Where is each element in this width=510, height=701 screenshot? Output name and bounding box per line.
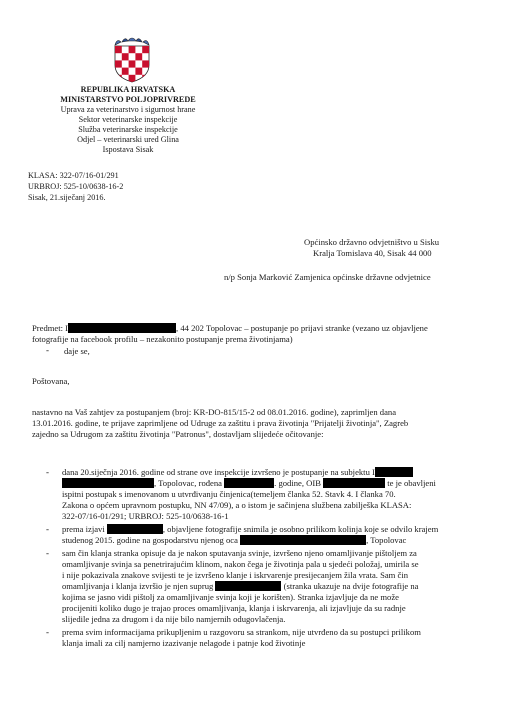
- subject-text: , 44 202 Topolovac – postupanje po prijavi stranke (vezano uz objavljene: [176, 323, 428, 333]
- bullet2-line-1: prema izjavi , objavljene fotografije snimila je osobno prilikom kolinja koje se odvilo krajem: [62, 524, 439, 534]
- redaction-block: [240, 535, 366, 545]
- header-sector: Sektor veterinarske inspekcije: [78, 115, 178, 124]
- bullet3-line-3: i nije pokazivala znakove svijesti te je izvršeno klanje i iskrvarenje presijecanjem žila vrata. Sam čin: [62, 570, 409, 580]
- header-department: Odjel – veterinarski ured Glina: [77, 135, 179, 144]
- bullet3-line-2: omamljivanje svinja sa penetrirajućim klinom, nakon čega je životinja pala u sjedeći položaj, umirila se: [62, 559, 419, 569]
- subject-prefix: Predmet: I: [32, 323, 69, 333]
- header-service: Služba veterinarske inspekcije: [78, 125, 178, 134]
- subject-line-2: fotografije na facebook profilu – nezakonito postupanje prema životinjama): [32, 334, 293, 344]
- bullet1-line-5: 322-07/16-01/291; URBROJ: 525-10/0638-16-1: [62, 511, 229, 521]
- bullet-dash: -: [46, 627, 49, 637]
- redaction-block: [375, 467, 413, 477]
- intro-line-1: nastavno na Vaš zahtjev za postupanjem (broj: KR-DO-815/15-2 od 08.01.2016. godine), zaprimljen dana: [32, 407, 397, 417]
- redaction-block: [68, 323, 176, 333]
- intro-line-3: zajedno sa Udrugom za zaštitu životinja "Patronus", dostavljam slijedeće očitovanje:: [32, 429, 324, 439]
- bullet3-line-6: procijeniti koliko dugo je trajao proces omamljivanja, klanja i iskrvarenja, ali izjavljuje da su radnje: [62, 603, 406, 613]
- klasa-ref: KLASA: 322-07/16-01/291: [28, 171, 119, 180]
- redaction-block: [323, 478, 385, 488]
- redaction-block: [215, 581, 281, 591]
- bullet1-line-1: dana 20.siječnja 2016. godine od strane ove inspekcije izvršeno je postupanje na subjektu I: [62, 467, 413, 478]
- urbroj-ref: URBROJ: 525-10/0638-16-2: [28, 182, 124, 191]
- bullet2-line-2: studenog 2015. godine na gospodarstvu njenog oca , Topolovac: [62, 535, 407, 545]
- bullet1-line-4: Zakona o općem upravnom postupku, NN 47/09), a o istom je sačinjena službena zabilješka KLASA:: [62, 500, 412, 510]
- bullet-dash: -: [46, 548, 49, 558]
- croatian-coat-of-arms-icon: [111, 33, 153, 83]
- bullet3-line-1: sam čin klanja stranka opisuje da je nakon sputavanja svinje, izvršeno njeno omamljivanje pištoljem za: [62, 548, 417, 558]
- subject-dash: -: [46, 345, 49, 355]
- bullet1-line-3: ispitni postupak s imenovanom u utvrđivanju činjenica(temeljem članka 52. Stavk 4. I članka 70.: [62, 489, 396, 499]
- header-branch: Ispostava Sisak: [102, 145, 154, 154]
- redaction-block: [224, 478, 274, 488]
- subject-line-3: daje se,: [64, 346, 90, 356]
- redaction-block: [62, 478, 154, 488]
- bullet-dash: -: [46, 467, 49, 477]
- recipient-office: Općinsko državno odvjetništvo u Sisku: [304, 237, 440, 247]
- header-ministry: MINISTARSTVO POLJOPRIVREDE: [60, 95, 196, 104]
- intro-line-2: 13.01.2016. godine, te prijave zaprimljene od Udruge za zaštitu i prava životinja "Prijatelji životinja", Zagreb: [32, 418, 409, 428]
- document-date: Sisak, 21.siječanj 2016.: [28, 193, 106, 202]
- bullet3-line-4: omamljivanja i klanja izvršio je njen suprug (stranka ukazuje na dvije fotografije na: [62, 581, 419, 591]
- redaction-block: [107, 524, 163, 534]
- header-republic: REPUBLIKA HRVATSKA: [80, 85, 176, 94]
- bullet3-line-5: kojima se jasno vidi pištolj za omamljivanje svinja koji je korišten). Stranka izjavljuje da ne može: [62, 592, 399, 602]
- bullet3-line-7: slijedile jedna za drugom i da nije bilo namjernih odugovlačenja.: [62, 614, 286, 624]
- recipient-attention: n/p Sonja Marković Zamjenica općinske državne odvjetnice: [224, 272, 431, 282]
- bullet4-line-1: prema svim informacijama prikupljenim u razgovoru sa strankom, nije utvrđeno da su postupci prilikom: [62, 627, 421, 637]
- bullet4-line-2: klanja imali za cilj namjerno izazivanje nelagode i patnje kod životinje: [62, 638, 306, 648]
- bullet-dash: -: [46, 524, 49, 534]
- bullet1-line-2: , Topolovac, rođena . godine, OIB te je obavljeni: [62, 478, 436, 489]
- subject-line: [32, 323, 428, 334]
- header-directorate: Uprava za veterinarstvo i sigurnost hrane: [60, 105, 196, 114]
- greeting: Poštovana,: [32, 376, 70, 386]
- recipient-address: Kralja Tomislava 40, Sisak 44 000: [313, 248, 432, 258]
